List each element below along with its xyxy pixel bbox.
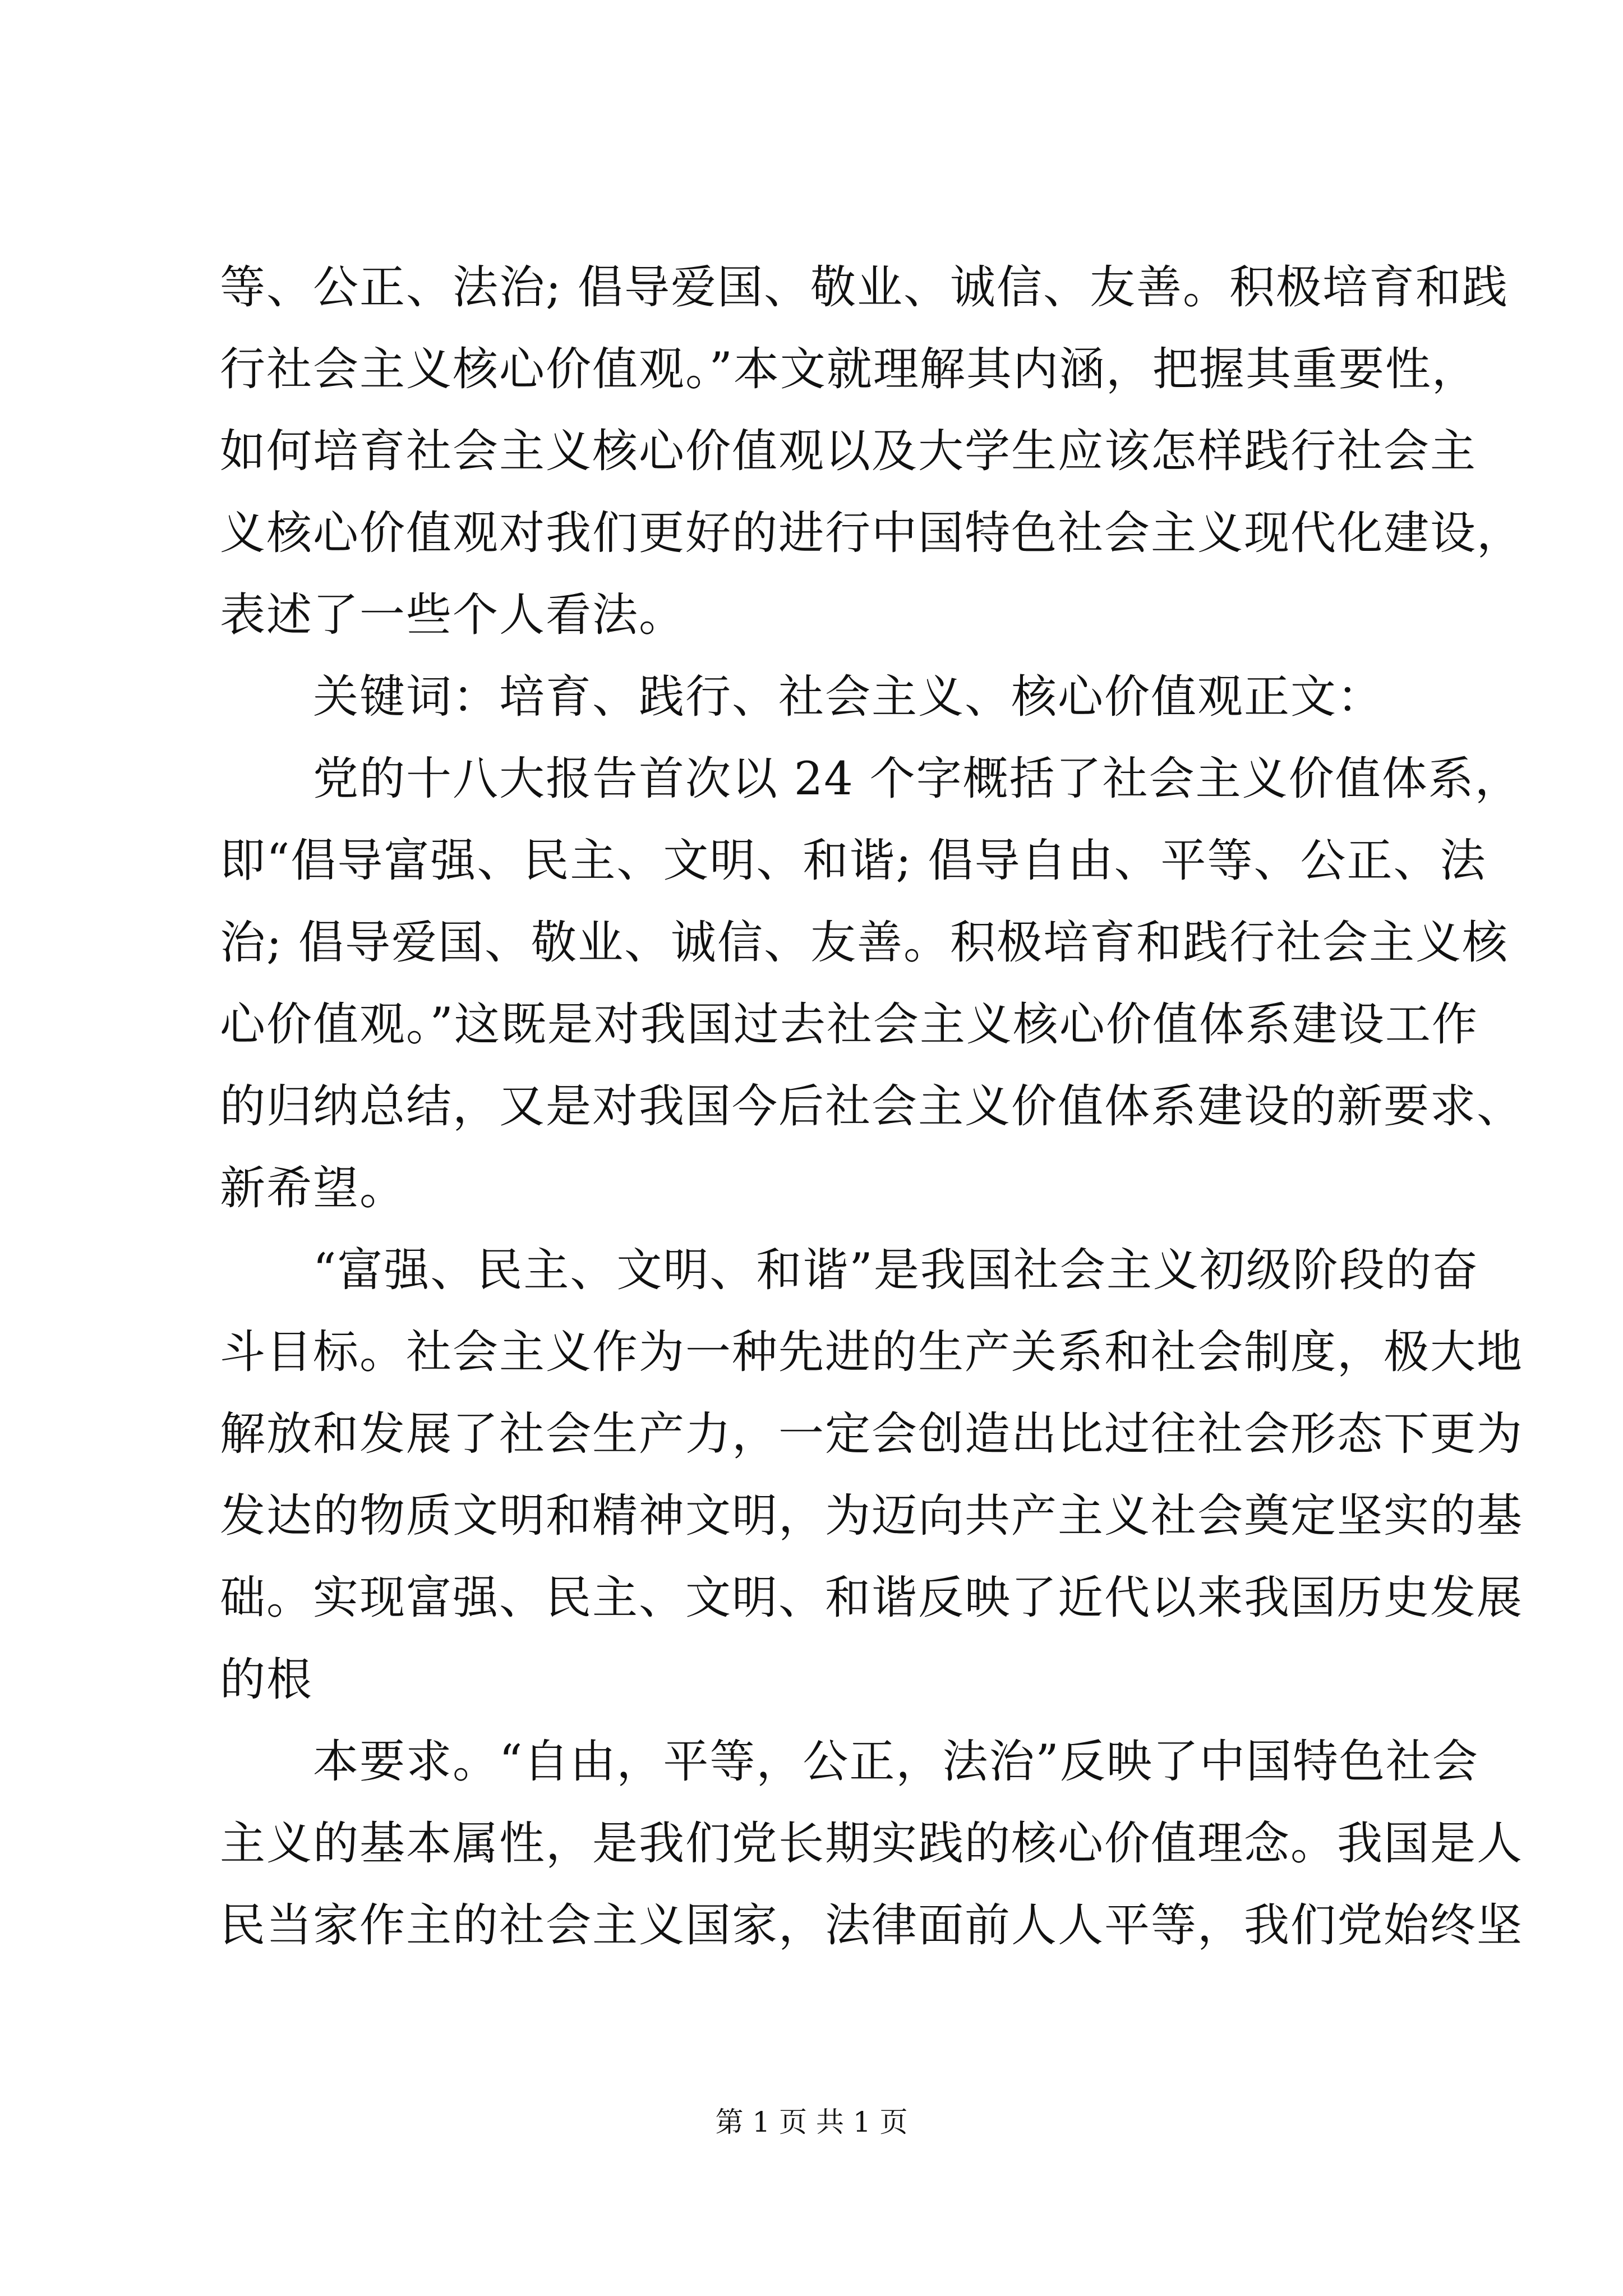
text-line: 行社会主义核心价值观。”本文就理解其内涵，把握其重要性， — [220, 343, 1478, 396]
text-line: 解放和发展了社会生产力，一定会创造出比过往社会形态下更为 — [220, 1408, 1524, 1461]
text-line: 主义的基本属性，是我们党长期实践的核心价值理念。我国是人 — [220, 1818, 1524, 1870]
text-line: 新希望。 — [220, 1162, 407, 1215]
text-line: 如何培育社会主义核心价值观以及大学生应该怎样践行社会主 — [220, 425, 1477, 478]
document-body — [220, 247, 1524, 1967]
text-line: 的根 — [220, 1654, 313, 1706]
text-line: 心价值观。”这既是对我国过去社会主义核心价值体系建设工作 — [220, 999, 1478, 1051]
keywords-line: 关键词：培育、践行、社会主义、核心价值观正文： — [220, 671, 1384, 724]
text-line: 民当家作主的社会主义国家，法律面前人人平等，我们党始终坚 — [220, 1899, 1524, 1952]
text-line: 义核心价值观对我们更好的进行中国特色社会主义现代化建设， — [220, 507, 1524, 560]
text-line: 发达的物质文明和精神文明，为迈向共产主义社会奠定坚实的基 — [220, 1490, 1524, 1543]
text-line: 表述了一些个人看法。 — [220, 589, 686, 642]
text-line: 本要求。“自由，平等，公正，法治”反映了中国特色社会 — [220, 1736, 1479, 1788]
text-line: 即“倡导富强、民主、文明、和谐; 倡导自由、平等、公正、法 — [220, 835, 1487, 887]
text-line: 党的十八大报告首次以 24 个字概括了社会主义价值体系， — [220, 753, 1521, 806]
text-line: 斗目标。社会主义作为一种先进的生产关系和社会制度，极大地 — [220, 1326, 1524, 1379]
text-line: “富强、民主、文明、和谐”是我国社会主义初级阶段的奋 — [220, 1244, 1479, 1297]
text-line: 治; 倡导爱国、敬业、诚信、友善。积极培育和践行社会主义核 — [220, 917, 1509, 969]
page-number-footer: 第 1 页 共 1 页 — [715, 2106, 908, 2138]
text-line: 的归纳总结，又是对我国今后社会主义价值体系建设的新要求、 — [220, 1080, 1524, 1133]
text-line: 等、公正、法治; 倡导爱国、敬业、诚信、友善。积极培育和践 — [220, 261, 1509, 314]
text-line: 础。实现富强、民主、文明、和谐反映了近代以来我国历史发展 — [220, 1572, 1524, 1625]
